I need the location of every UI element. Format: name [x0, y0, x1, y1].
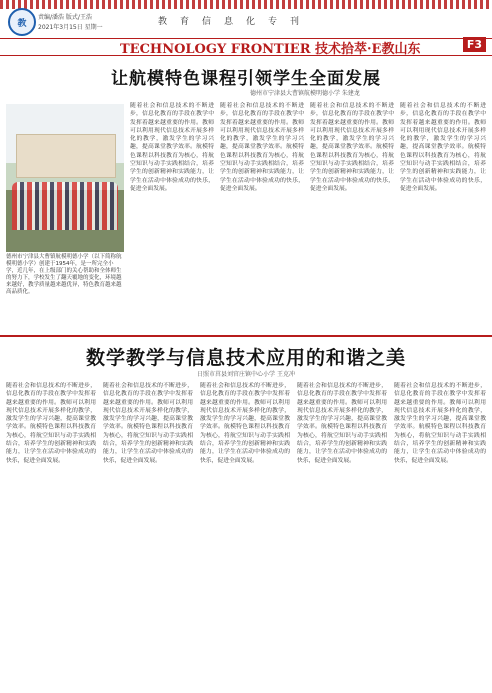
article2-column-3: 随着社会和信息技术的不断进步，信息化教育的手段在教学中发挥着越来越重要的作用。教师可以利用现代信息技术开展多样化的教学，激发学生的学习兴趣，提高课堂教学效率。航模特色课程以科技教育为核心，将航空知识与动手实践相结合，培养学生的创新精神和实践能力，让学生在活动中体验成功的快乐，促进全面发展。 [200, 383, 290, 464]
section-title: TECHNOLOGY FRONTIER 技术拾萃·E教山东 [120, 42, 421, 57]
article1-column-4: 随着社会和信息技术的不断进步，信息化教育的手段在教学中发挥着越来越重要的作用。教师可以利用现代信息技术开展多样化的教学，激发学生的学习兴趣，提高课堂教学效率。航模特色课程以科技教育为核心，将航空知识与动手实践相结合，培养学生的创新精神和实践能力，让学生在活动中体验成功的快乐，促进全面发展。 [400, 103, 486, 192]
page-number: F3 [463, 37, 486, 52]
article1-column-1: 随着社会和信息技术的不断进步，信息化教育的手段在教学中发挥着越来越重要的作用。教师可以利用现代信息技术开展多样化的教学，激发学生的学习兴趣，提高课堂教学效率。航模特色课程以科技教育为核心，将航空知识与动手实践相结合，培养学生的创新精神和实践能力，让学生在活动中体验成功的快乐，促进全面发展。 [130, 103, 214, 192]
article2-column-4: 随着社会和信息技术的不断进步，信息化教育的手段在教学中发挥着越来越重要的作用。教师可以利用现代信息技术开展多样化的教学，激发学生的学习兴趣，提高课堂教学效率。航模特色课程以科技教育为核心，将航空知识与动手实践相结合，培养学生的创新精神和实践能力，让学生在活动中体验成功的快乐，促进全面发展。 [297, 383, 387, 464]
newspaper-logo: 教 [8, 8, 36, 36]
school-building-image [16, 134, 116, 178]
top-decoration [0, 0, 492, 9]
article2-byline: 日照市莒县刘官庄镇中心小学 王克冲 [197, 371, 295, 378]
article2-column-2: 随着社会和信息技术的不断进步，信息化教育的手段在教学中发挥着越来越重要的作用。教师可以利用现代信息技术开展多样化的教学，激发学生的学习兴趣，提高课堂教学效率。航模特色课程以科技教育为核心，将航空知识与动手实践相结合，培养学生的创新精神和实践能力，让学生在活动中体验成功的快乐，促进全面发展。 [103, 383, 193, 464]
editor-line: 责编/潘浩 版式/王浩 [38, 14, 92, 21]
article1-column-3: 随着社会和信息技术的不断进步，信息化教育的手段在教学中发挥着越来越重要的作用。教师可以利用现代信息技术开展多样化的教学，激发学生的学习兴趣，提高课堂教学效率。航模特色课程以科技教育为核心，将航空知识与动手实践相结合，培养学生的创新精神和实践能力，让学生在活动中体验成功的快乐，促进全面发展。 [310, 103, 394, 192]
article2-column-1: 随着社会和信息技术的不断进步，信息化教育的手段在教学中发挥着越来越重要的作用。教师可以利用现代信息技术开展多样化的教学，激发学生的学习兴趣，提高课堂教学效率。航模特色课程以科技教育为核心，将航空知识与动手实践相结合，培养学生的创新精神和实践能力，让学生在活动中体验成功的快乐，促进全面发展。 [6, 383, 96, 464]
article1-caption: 德州市宁津县大曹镇航模明德小学（以下简称航模明德小学）创建于1954年，是一所完全小学，近几年，在上级部门的关心帮助和全体师生的努力下，学校发生了翻天覆地的变化，环境越来越好，教学质量越来越优异，特色教育越来越高品质化。 [6, 254, 122, 295]
article2-column-5: 随着社会和信息技术的不断进步，信息化教育的手段在教学中发挥着越来越重要的作用。教师可以利用现代信息技术开展多样化的教学，激发学生的学习兴趣，提高课堂教学效率。航模特色课程以科技教育为核心，将航空知识与动手实践相结合，培养学生的创新精神和实践能力，让学生在活动中体验成功的快乐，促进全面发展。 [394, 383, 486, 464]
newspaper-header [0, 0, 492, 56]
article2-title: 数学教学与信息技术应用的和谐之美 [85, 347, 406, 369]
article1-column-2: 随着社会和信息技术的不断进步，信息化教育的手段在教学中发挥着越来越重要的作用。教师可以利用现代信息技术开展多样化的教学，激发学生的学习兴趣，提高课堂教学效率。航模特色课程以科技教育为核心，将航空知识与动手实践相结合，培养学生的创新精神和实践能力，让学生在活动中体验成功的快乐，促进全面发展。 [220, 103, 304, 192]
article1-byline: 德州市宁津县大曹镇航模明德小学 朱建龙 [250, 90, 360, 97]
date-line: 2021年3月15日 星期一 [38, 24, 103, 31]
students-group-image [12, 182, 118, 230]
article-separator [0, 335, 492, 337]
article1-title: 让航模特色课程引领学生全面发展 [111, 69, 381, 89]
header-motto: 教育信息化专刊 [157, 17, 312, 27]
school-photo [6, 104, 124, 252]
